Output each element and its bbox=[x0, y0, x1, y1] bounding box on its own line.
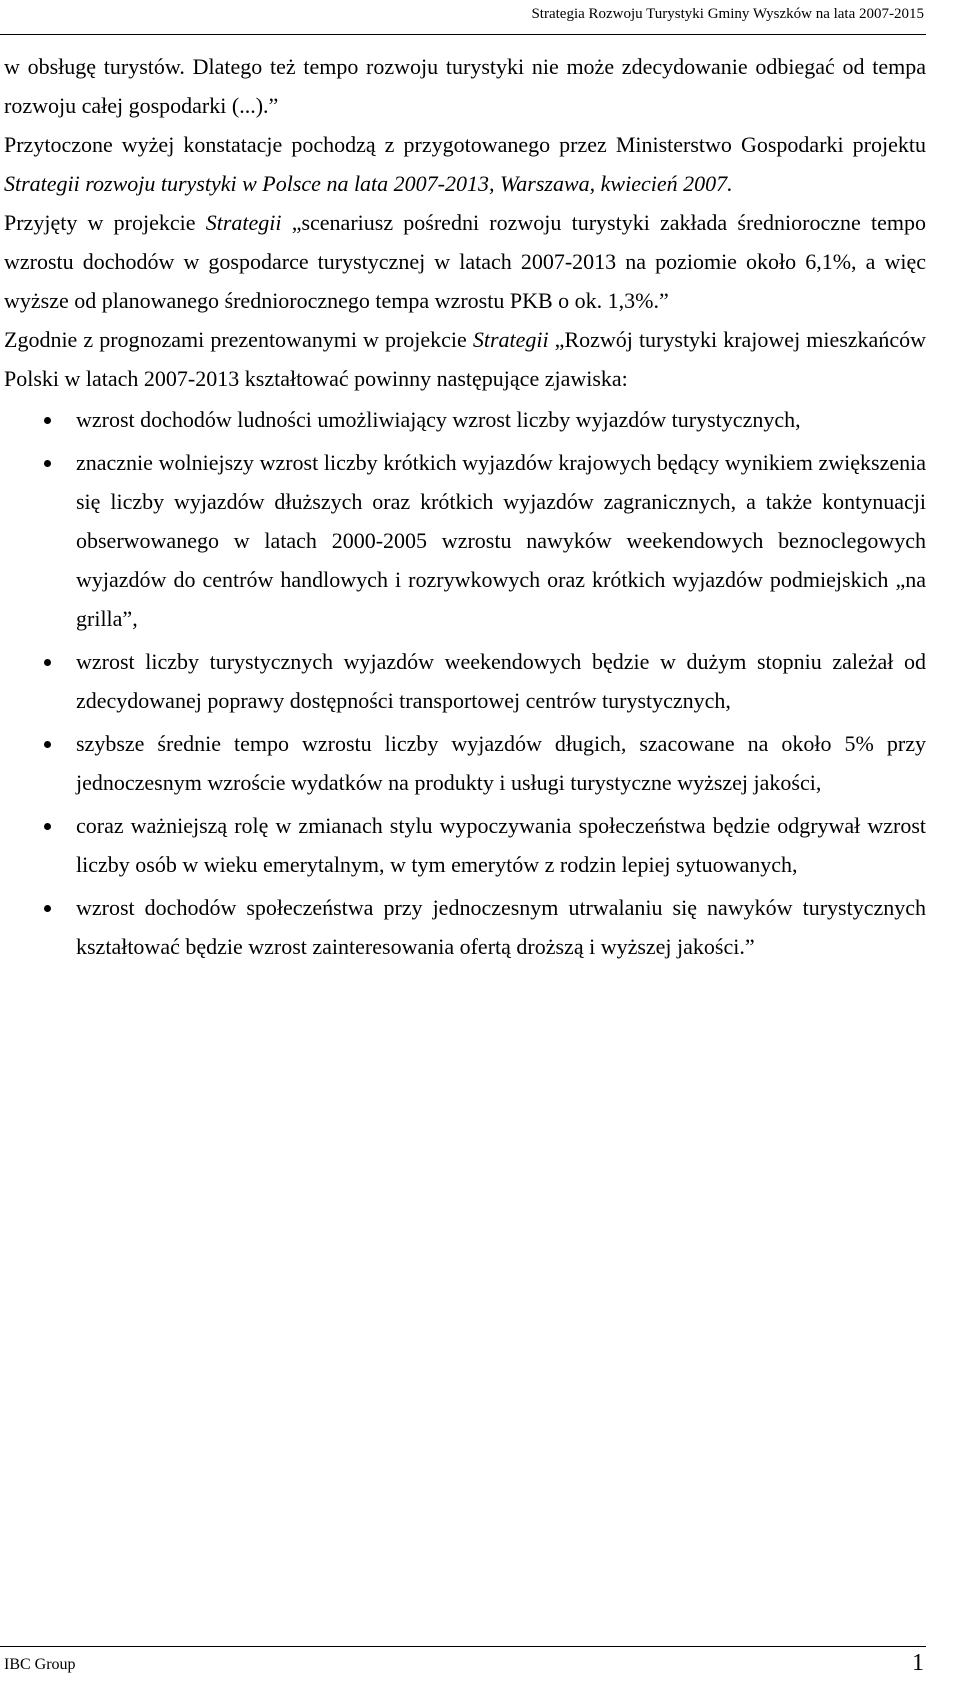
footer-divider bbox=[0, 1646, 926, 1647]
forecast-text-start: Zgodnie z prognozami prezentowanymi w projekcie bbox=[4, 327, 473, 352]
list-item: wzrost dochodów społeczeństwa przy jednoczesnym utrwalaniu się nawyków turystycznych kształtować będzie wzrost zainteresowania ofertą droższą i wyższej jakości.” bbox=[4, 888, 926, 966]
source-text: Przytoczone wyżej konstatacje pochodzą z przygotowanego przez Ministerstwo Gospodarki projektu bbox=[4, 132, 926, 157]
list-item: znacznie wolniejszy wzrost liczby krótkich wyjazdów krajowych będący wynikiem zwiększenia się liczby wyjazdów dłuższych oraz krótkich wyjazdów zagranicznych, a także kontynuacji obserwowanego w latach 2000-2005 wzrostu nawyków weekendowych beznoclegowych wyjazdów do centrów handlowych i rozrywkowych oraz krótkich wyjazdów podmiejskich „na grilla”, bbox=[4, 443, 926, 638]
strategy-italic: Strategii bbox=[472, 327, 549, 352]
source-title: Strategii rozwoju turystyki w Polsce na lata 2007-2013, Warszawa, kwiecień 2007. bbox=[4, 171, 733, 196]
forecast-text-end: „Rozwój turystyki krajowej mieszkańców Polski w latach 2007-2013 kształtować powinny następujące zjawiska: bbox=[4, 327, 926, 391]
paragraph-quote-end: w obsługę turystów. Dlatego też tempo rozwoju turystyki nie może zdecydowanie odbiegać od tempa rozwoju całej gospodarki (...).” bbox=[4, 54, 926, 118]
page-number: 1 bbox=[912, 1650, 924, 1676]
list-item: wzrost liczby turystycznych wyjazdów weekendowych będzie w dużym stopniu zależał od zdecydowanej poprawy dostępności transportowej centrów turystycznych, bbox=[4, 642, 926, 720]
list-item: coraz ważniejszą rolę w zmianach stylu wypoczywania społeczeństwa będzie odgrywał wzrost liczby osób w wieku emerytalnym, w tym emerytów z rodzin lepiej sytuowanych, bbox=[4, 806, 926, 884]
footer-company: IBC Group bbox=[4, 1656, 76, 1673]
scenario-text-start: Przyjęty w projekcie bbox=[4, 210, 206, 235]
strategy-italic: Strategii bbox=[205, 210, 282, 235]
paragraph-scenario bbox=[4, 203, 926, 320]
running-header: Strategia Rozwoju Turystyki Gminy Wyszków na lata 2007-2015 bbox=[531, 6, 924, 22]
document-body bbox=[4, 47, 926, 970]
list-item: szybsze średnie tempo wzrostu liczby wyjazdów długich, szacowane na około 5% przy jednoczesnym wzroście wydatków na produkty i usługi turystyczne wyższej jakości, bbox=[4, 724, 926, 802]
list-item: wzrost dochodów ludności umożliwiający wzrost liczby wyjazdów turystycznych, bbox=[4, 400, 926, 439]
phenomena-list bbox=[4, 400, 926, 966]
paragraph-source bbox=[4, 125, 926, 203]
paragraph-forecast bbox=[4, 320, 926, 398]
scenario-text-end: „scenariusz pośredni rozwoju turystyki zakłada średnioroczne tempo wzrostu dochodów w gospodarce turystycznej w latach 2007-2013 na poziomie około 6,1%, a więc wyższe od planowanego średniorocznego tempa wzrostu PKB o ok. 1,3%.” bbox=[4, 210, 926, 313]
header-divider bbox=[0, 34, 926, 35]
